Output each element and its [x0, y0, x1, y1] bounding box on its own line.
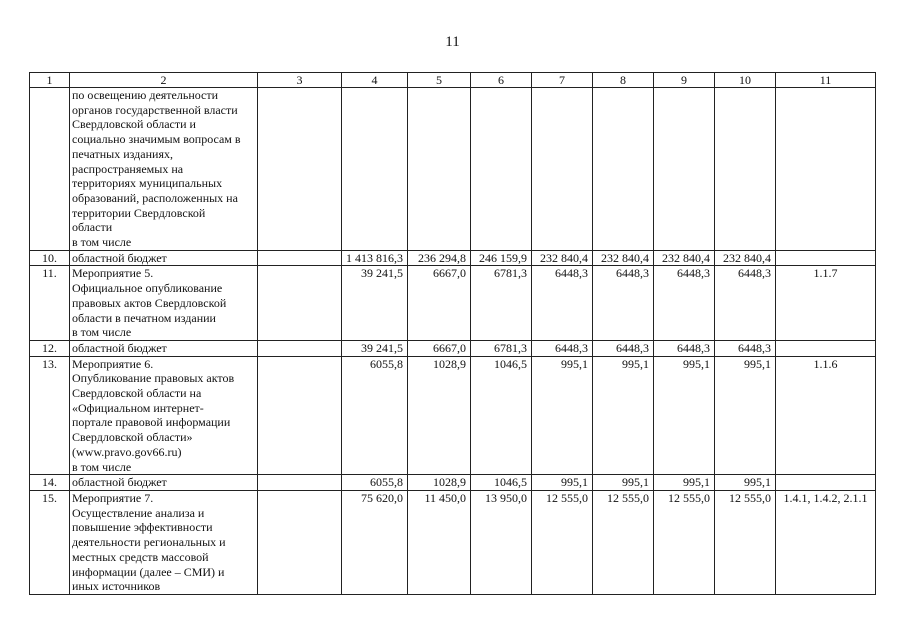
column-3-cell [258, 475, 342, 491]
page-number: 11 [445, 34, 460, 50]
row-description [70, 340, 258, 356]
amount-cell: 232 840,4 [654, 250, 715, 266]
amount-cell [408, 88, 471, 251]
column-3-cell [258, 250, 342, 266]
row-description [70, 266, 258, 341]
description-line: повышение эффективности [72, 520, 213, 535]
amount-cell: 12 555,0 [532, 490, 593, 594]
description-line: Свердловской области» [72, 430, 193, 445]
column-header: 6 [471, 73, 532, 88]
amount-cell: 236 294,8 [408, 250, 471, 266]
amount-cell: 6055,8 [342, 475, 408, 491]
indicator-code-cell [776, 250, 876, 266]
amount-cell: 6781,3 [471, 266, 532, 341]
description-line: «Официальном интернет- [72, 400, 204, 415]
column-header: 7 [532, 73, 593, 88]
table-row [30, 356, 876, 475]
row-description [70, 250, 258, 266]
description-line: распространяемых на [72, 161, 184, 176]
description-line: органов государственной власти [72, 102, 238, 117]
amount-cell: 12 555,0 [654, 490, 715, 594]
table-row [30, 490, 876, 594]
description-line: территории Свердловской [72, 205, 206, 220]
amount-cell: 246 159,9 [471, 250, 532, 266]
description-line: (www.pravo.gov66.ru) [72, 444, 182, 459]
amount-cell: 1028,9 [408, 475, 471, 491]
table-row [30, 475, 876, 491]
table-row [30, 88, 876, 251]
amount-cell: 6448,3 [654, 340, 715, 356]
amount-cell: 995,1 [532, 356, 593, 475]
amount-cell: 1046,5 [471, 356, 532, 475]
indicator-code-cell [776, 340, 876, 356]
indicator-code-cell: 1.1.7 [776, 266, 876, 341]
amount-cell: 6448,3 [532, 266, 593, 341]
amount-cell: 995,1 [593, 475, 654, 491]
amount-cell: 6055,8 [342, 356, 408, 475]
amount-cell: 232 840,4 [593, 250, 654, 266]
description-line: правовых актов Свердловской [72, 295, 227, 310]
description-line: по освещению деятельности [72, 88, 219, 102]
amount-cell [342, 88, 408, 251]
column-header: 1 [30, 73, 70, 88]
description-line: областной бюджет [72, 250, 167, 265]
description-line: Мероприятие 6. [72, 356, 154, 371]
description-line: портале правовой информации [72, 415, 231, 430]
indicator-code-cell: 1.1.6 [776, 356, 876, 475]
column-3-cell [258, 88, 342, 251]
row-number: 15. [30, 490, 70, 594]
description-line: Официальное опубликование [72, 281, 223, 296]
column-3-cell [258, 266, 342, 341]
description-line: области в печатном издании [72, 310, 216, 325]
description-line: информации (далее – СМИ) и [72, 564, 225, 579]
amount-cell: 995,1 [654, 356, 715, 475]
table-row [30, 250, 876, 266]
description-line: деятельности региональных и [72, 535, 226, 550]
column-header: 2 [70, 73, 258, 88]
amount-cell: 13 950,0 [471, 490, 532, 594]
description-line: в том числе [72, 459, 132, 474]
row-description [70, 490, 258, 594]
description-line: Опубликование правовых актов [72, 371, 235, 386]
description-line: Свердловской области и [72, 117, 196, 132]
description-line: социально значимым вопросам в [72, 132, 241, 147]
amount-cell [715, 88, 776, 251]
column-header: 10 [715, 73, 776, 88]
description-line: Свердловской области на [72, 386, 202, 401]
row-description [70, 475, 258, 491]
amount-cell: 6448,3 [654, 266, 715, 341]
amount-cell: 6448,3 [715, 340, 776, 356]
amount-cell: 6448,3 [593, 340, 654, 356]
indicator-code-cell [776, 475, 876, 491]
amount-cell: 39 241,5 [342, 266, 408, 341]
description-line: области [72, 220, 113, 235]
row-number [30, 88, 70, 251]
column-header: 5 [408, 73, 471, 88]
description-line: в том числе [72, 235, 132, 250]
amount-cell: 1 413 816,3 [342, 250, 408, 266]
row-number: 12. [30, 340, 70, 356]
description-line: областной бюджет [72, 475, 167, 490]
description-line: местных средств массовой [72, 549, 209, 564]
amount-cell: 6448,3 [593, 266, 654, 341]
description-line: печатных изданиях, [72, 146, 173, 161]
table-row [30, 340, 876, 356]
column-header: 3 [258, 73, 342, 88]
header-row [30, 73, 876, 88]
description-line: территориях муниципальных [72, 176, 223, 191]
indicator-code-cell [776, 88, 876, 251]
amount-cell: 6781,3 [471, 340, 532, 356]
amount-cell: 995,1 [593, 356, 654, 475]
indicator-code-cell: 1.4.1, 1.4.2, 2.1.1 [776, 490, 876, 594]
amount-cell: 995,1 [715, 356, 776, 475]
row-description [70, 88, 258, 251]
amount-cell: 1028,9 [408, 356, 471, 475]
column-3-cell [258, 340, 342, 356]
amount-cell: 6448,3 [532, 340, 593, 356]
column-3-cell [258, 356, 342, 475]
row-number: 14. [30, 475, 70, 491]
amount-cell: 232 840,4 [715, 250, 776, 266]
amount-cell: 11 450,0 [408, 490, 471, 594]
amount-cell: 12 555,0 [593, 490, 654, 594]
amount-cell: 6448,3 [715, 266, 776, 341]
amount-cell [532, 88, 593, 251]
amount-cell [471, 88, 532, 251]
row-number: 10. [30, 250, 70, 266]
description-line: Осуществление анализа и [72, 505, 205, 520]
amount-cell: 6667,0 [408, 266, 471, 341]
amount-cell: 995,1 [654, 475, 715, 491]
amount-cell: 232 840,4 [532, 250, 593, 266]
column-3-cell [258, 490, 342, 594]
description-line: Мероприятие 5. [72, 266, 154, 281]
budget-table [29, 72, 876, 595]
description-line: в том числе [72, 325, 132, 340]
column-header: 4 [342, 73, 408, 88]
row-number: 11. [30, 266, 70, 341]
amount-cell: 39 241,5 [342, 340, 408, 356]
amount-cell: 995,1 [532, 475, 593, 491]
column-header: 11 [776, 73, 876, 88]
description-line: областной бюджет [72, 340, 167, 355]
amount-cell [593, 88, 654, 251]
amount-cell [654, 88, 715, 251]
column-header: 9 [654, 73, 715, 88]
description-line: иных источников [72, 579, 161, 594]
column-header: 8 [593, 73, 654, 88]
description-line: Мероприятие 7. [72, 490, 154, 505]
amount-cell: 995,1 [715, 475, 776, 491]
amount-cell: 1046,5 [471, 475, 532, 491]
amount-cell: 6667,0 [408, 340, 471, 356]
table-row [30, 266, 876, 341]
row-number: 13. [30, 356, 70, 475]
amount-cell: 75 620,0 [342, 490, 408, 594]
description-line: образований, расположенных на [72, 190, 238, 205]
amount-cell: 12 555,0 [715, 490, 776, 594]
row-description [70, 356, 258, 475]
